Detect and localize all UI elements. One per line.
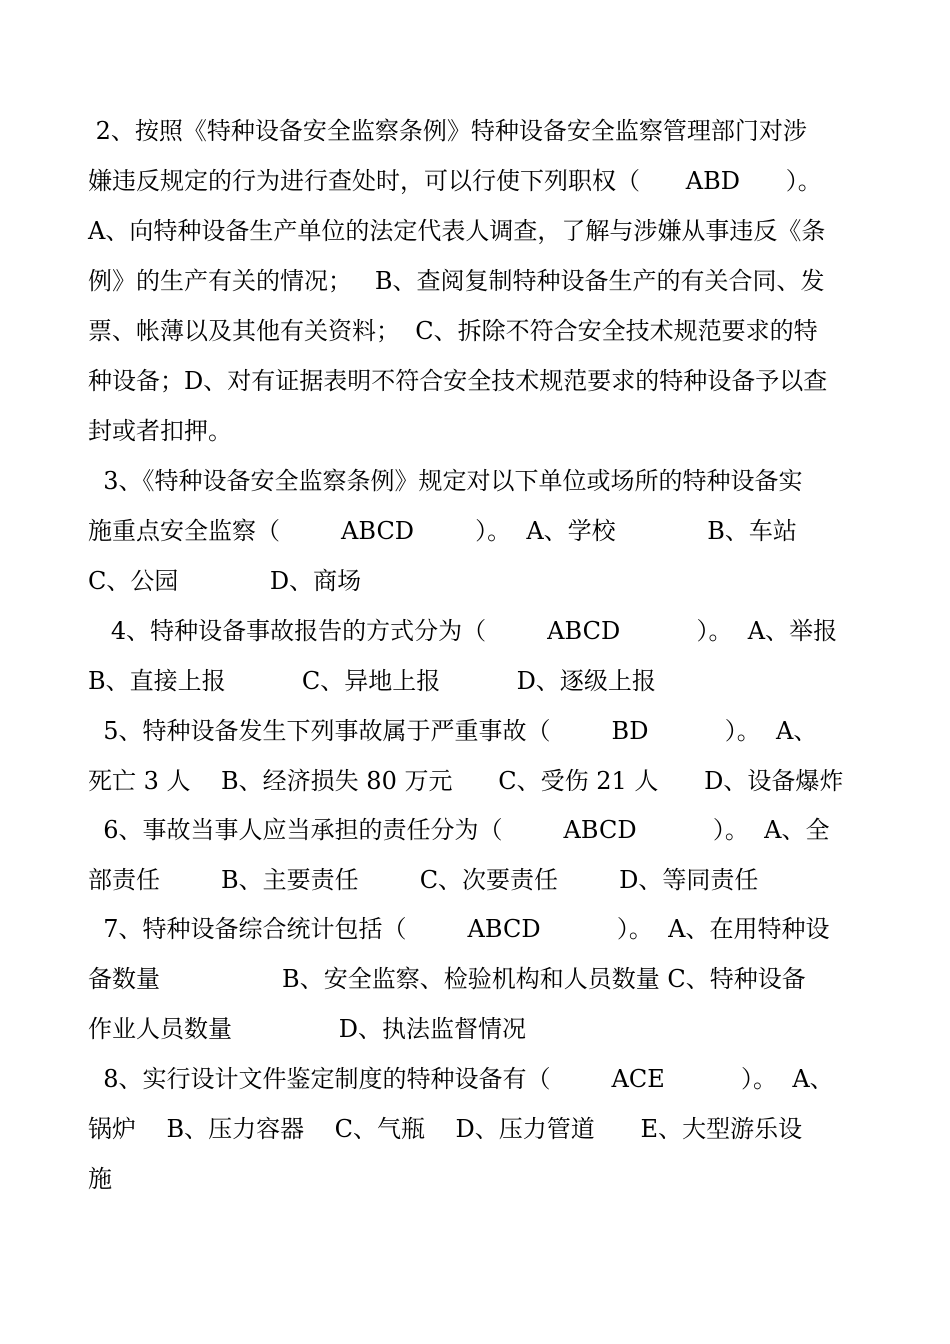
question-7-line-2: 备数量 B、安全监察、检验机构和人员数量 C、特种设备 bbox=[88, 965, 806, 993]
question-5-line-2: 死亡 3 人 B、经济损失 80 万元 C、受伤 21 人 D、设备爆炸 bbox=[88, 767, 844, 795]
question-3-line-2: 施重点安全监察（ ABCD ）。 A、学校 B、车站 bbox=[88, 517, 797, 545]
question-7-line-1: 7、特种设备综合统计包括（ ABCD ）。 A、在用特种设 bbox=[88, 915, 830, 943]
question-3-line-1: 3、《特种设备安全监察条例》规定对以下单位或场所的特种设备实 bbox=[88, 467, 803, 495]
question-8-line-3: 施 bbox=[88, 1165, 112, 1193]
question-7-line-3: 作业人员数量 D、执法监督情况 bbox=[88, 1015, 527, 1043]
question-2-line-6: 种设备；D、对有证据表明不符合安全技术规范要求的特种设备予以查 bbox=[88, 367, 828, 395]
question-2-line-2: 嫌违反规定的行为进行查处时，可以行使下列职权（ ABD ）。 bbox=[88, 167, 822, 195]
question-4-line-2: B、直接上报 C、异地上报 D、逐级上报 bbox=[88, 667, 656, 695]
question-2-line-3: A、向特种设备生产单位的法定代表人调查，了解与涉嫌从事违反《条 bbox=[88, 217, 826, 245]
question-8-line-2: 锅炉 B、压力容器 C、气瓶 D、压力管道 E、大型游乐设 bbox=[88, 1115, 803, 1143]
question-8-line-1: 8、实行设计文件鉴定制度的特种设备有（ ACE ）。 A、 bbox=[88, 1065, 834, 1093]
question-6-line-2: 部责任 B、主要责任 C、次要责任 D、等同责任 bbox=[88, 866, 759, 894]
question-2-line-4: 例》的生产有关的情况； B、查阅复制特种设备生产的有关合同、发 bbox=[88, 267, 825, 295]
question-4-line-1: 4、特种设备事故报告的方式分为（ ABCD ）。 A、举报 bbox=[88, 617, 838, 645]
question-3-line-3: C、公园 D、商场 bbox=[88, 567, 362, 595]
question-2-line-5: 票、帐薄以及其他有关资料； C、拆除不符合安全技术规范要求的特 bbox=[88, 317, 818, 345]
question-6-line-1: 6、事故当事人应当承担的责任分为（ ABCD ）。 A、全 bbox=[88, 816, 830, 844]
question-2-line-7: 封或者扣押。 bbox=[88, 417, 232, 445]
question-2-line-1: 2、按照《特种设备安全监察条例》特种设备安全监察管理部门对涉 bbox=[88, 117, 807, 145]
question-5-line-1: 5、特种设备发生下列事故属于严重事故（ BD ）。 A、 bbox=[88, 717, 818, 745]
